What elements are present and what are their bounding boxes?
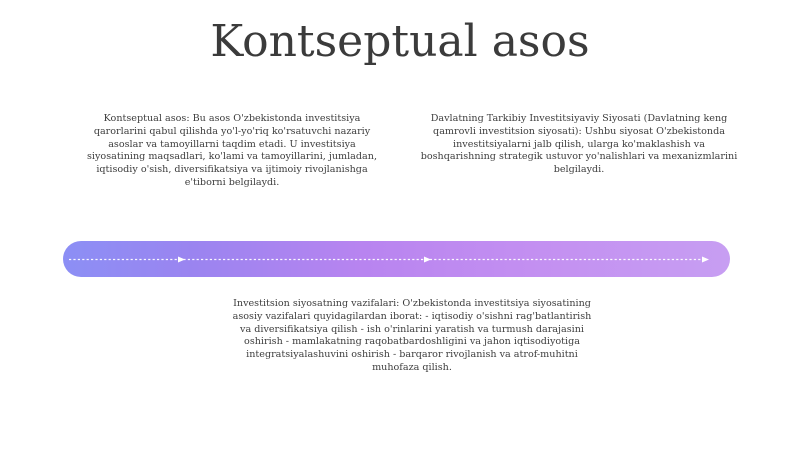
text-block-state-investment-policy: Davlatning Tarkibiy Investitsiyaviy Siyosati (Davlatning keng qamrovli investitsion siyosati): Ushbu siyosat O'zbekistonda investitsiyalarni jalb qilish, ularga ko'maklashish va boshqarishning strategik ustuvor yo'nalishlari va mexanizmlarini belgilaydi. bbox=[420, 113, 738, 176]
text-block-policy-tasks: Investitsion siyosatning vazifalari: O'zbekistonda investitsiya siyosatining asosiy vazifalari quyidagilardan iborat: - iqtisodiy o'sishni rag'batlantirish va diversifikatsiya qilish - ish o'rinlarini yaratish va turmush darajasini oshirish - mamlakatning raqobatbardoshligini va jahon iqtisodiyotiga integratsiyalashuvini oshirish - barqaror rivojlanish va atrof-muhitni muhofaza qilish. bbox=[232, 298, 592, 373]
timeline-arrows bbox=[63, 241, 730, 277]
text-block-conceptual-framework: Kontseptual asos: Bu asos O'zbekistonda investitsiya qarorlarini qabul qilishda yo'l-yo'riq ko'rsatuvchi nazariy asoslar va tamoyillarni taqdim etadi. U investitsiya siyosatining maqsadlari, ko'lami va tamoyillarini, jumladan, iqtisodiy o'sish, diversifikatsiya va ijtimoiy rivojlanishga e'tiborni belgilaydi. bbox=[87, 113, 377, 188]
arrow-right-icon bbox=[178, 257, 185, 263]
arrow-right-icon bbox=[424, 257, 431, 263]
timeline-bar bbox=[63, 241, 730, 277]
slide-title: Kontseptual asos bbox=[210, 16, 590, 67]
arrow-right-icon bbox=[702, 257, 709, 263]
